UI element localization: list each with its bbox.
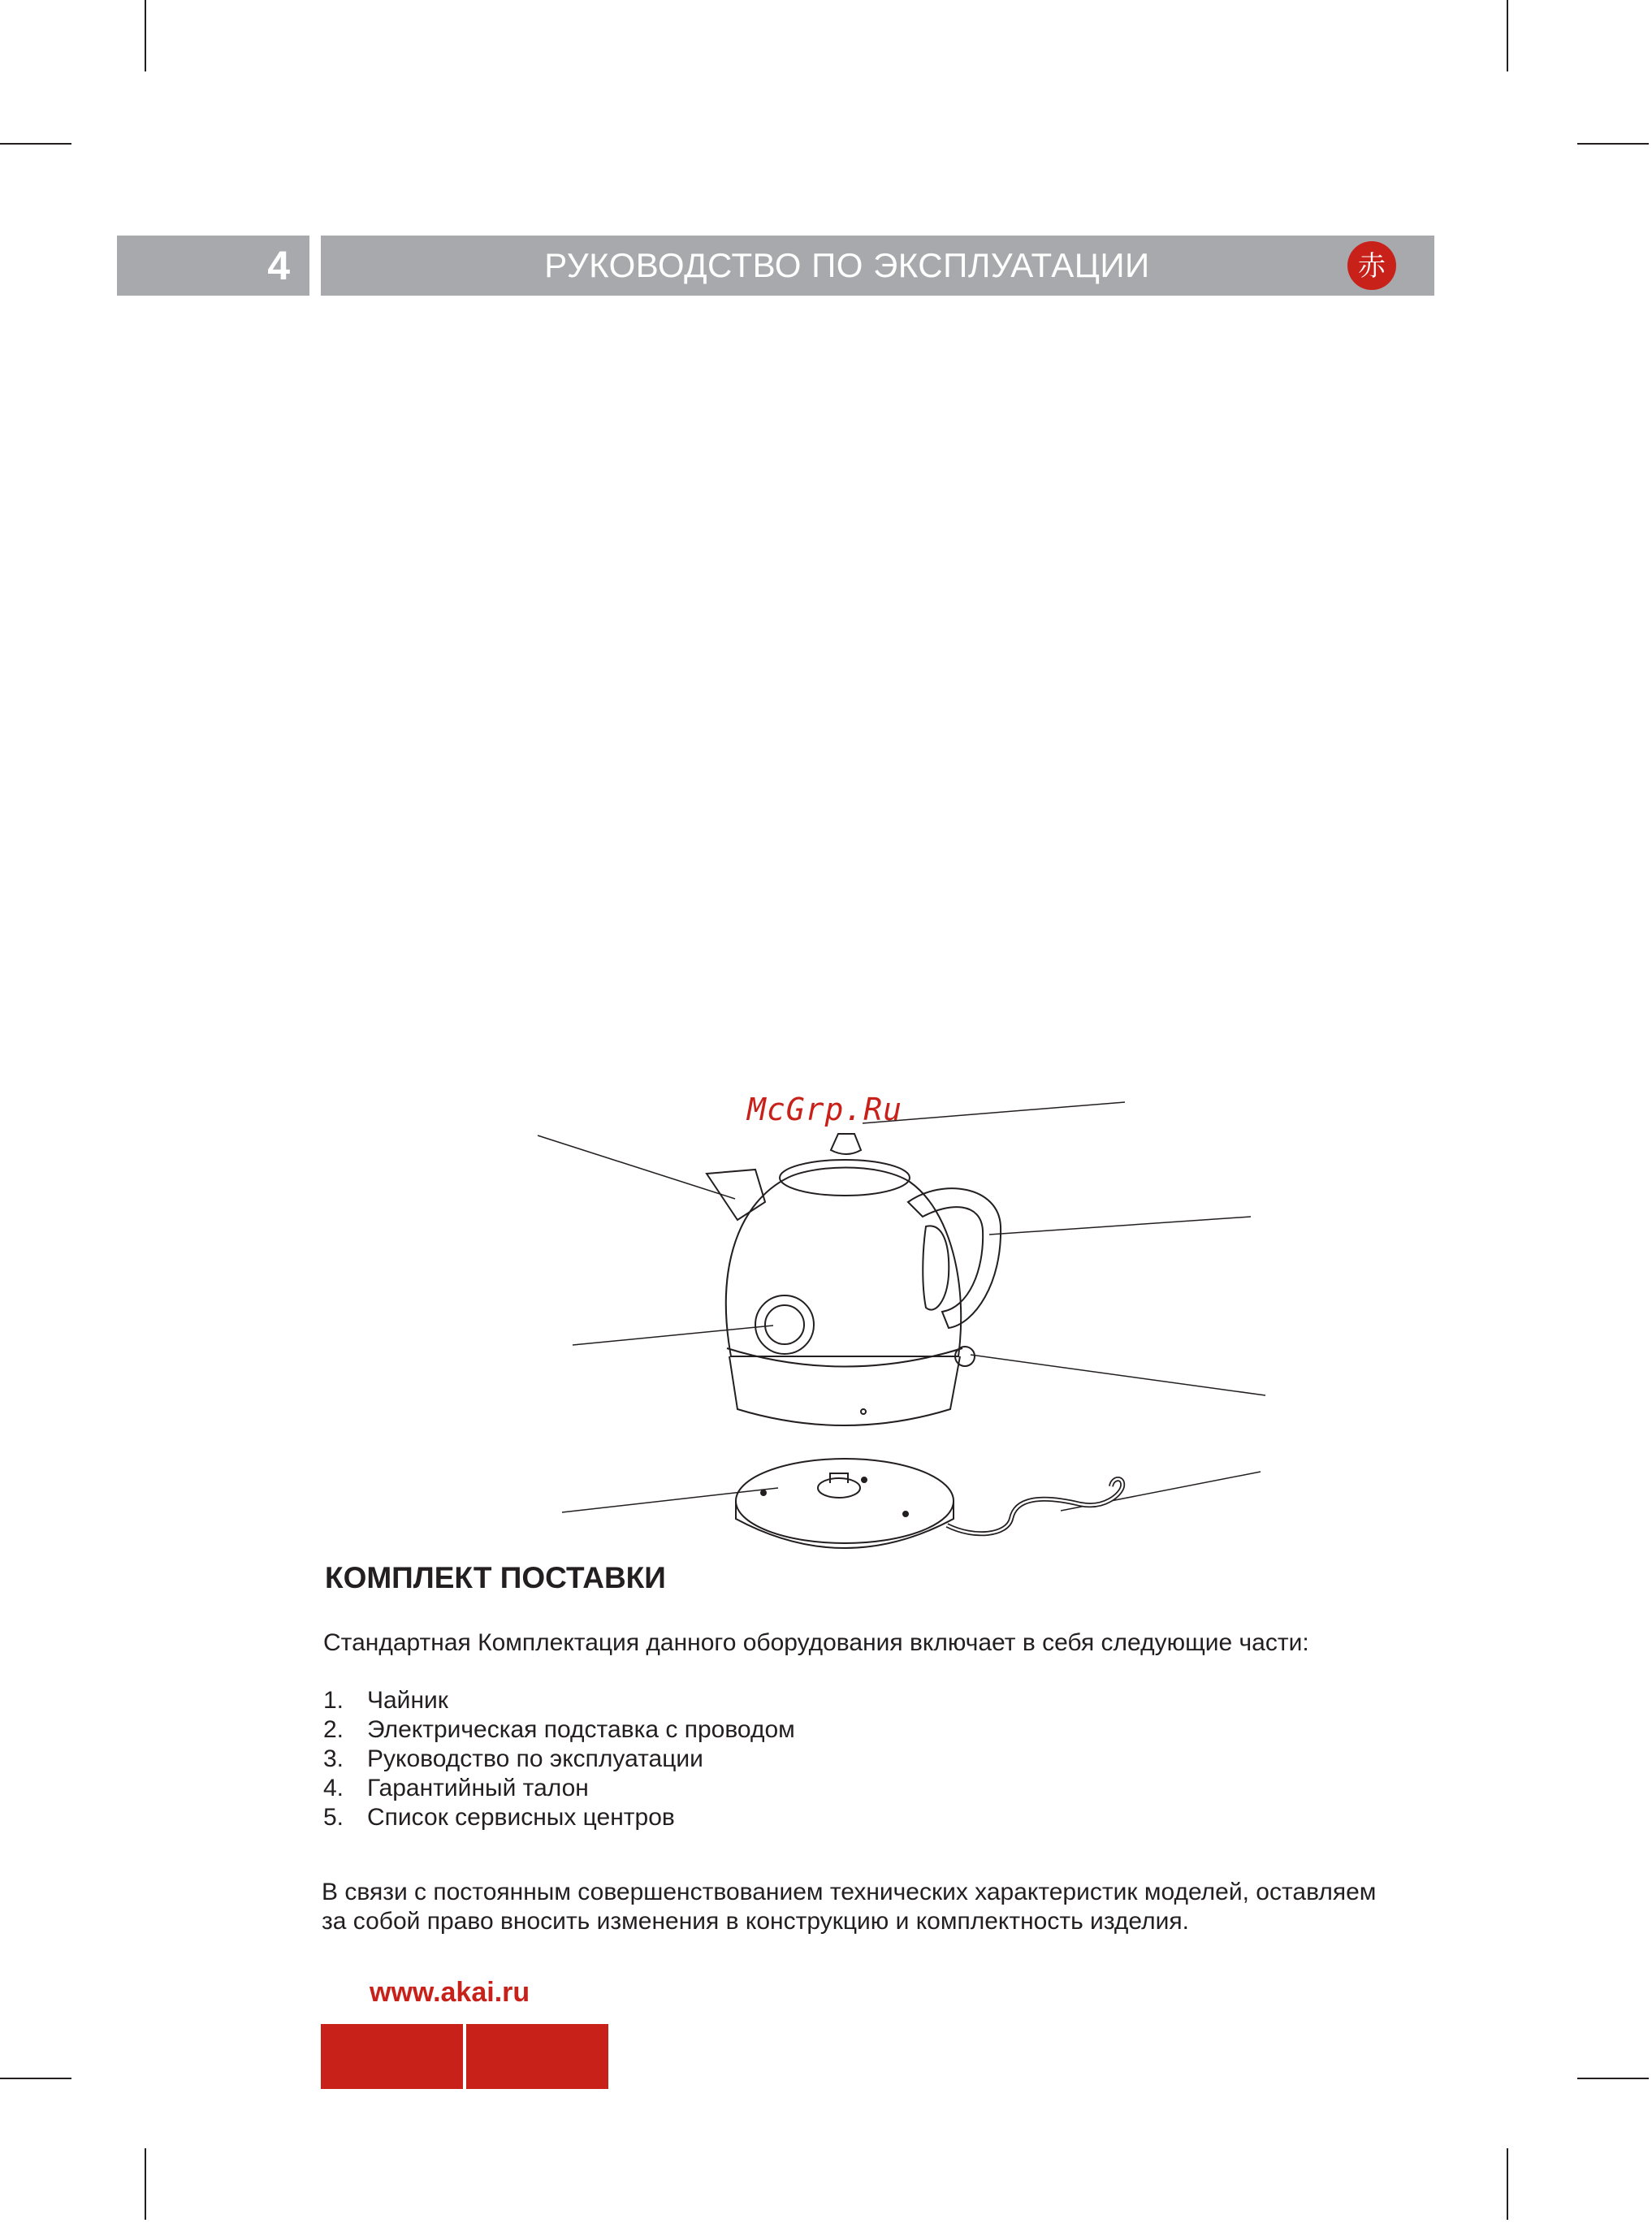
crop-mark	[145, 2148, 146, 2220]
base-dot	[903, 1512, 908, 1516]
water-window	[755, 1295, 814, 1354]
leader-line-window	[573, 1326, 773, 1345]
kettle-spout	[707, 1170, 765, 1220]
power-base-top	[736, 1459, 954, 1543]
parts-list	[323, 1686, 795, 1832]
list-item-number: 4.	[323, 1775, 344, 1801]
brand-seal-icon	[1347, 240, 1397, 291]
crop-mark	[1507, 2148, 1508, 2220]
list-item	[323, 1774, 795, 1803]
watermark: McGrp.Ru	[747, 1092, 903, 1127]
crop-mark	[1577, 2078, 1649, 2079]
crop-mark	[0, 143, 71, 145]
leader-line-spout	[538, 1135, 735, 1199]
list-item	[323, 1745, 795, 1774]
footer-red-block	[321, 2024, 463, 2089]
disclaimer-line: за собой право вносить изменения в конструкцию и комплектность изделия.	[322, 1908, 1189, 1935]
list-item-text: Электрическая подставка с проводом	[367, 1716, 795, 1743]
indicator-dot	[861, 1409, 866, 1414]
water-window-inner	[765, 1305, 804, 1344]
list-item-text: Чайник	[367, 1687, 448, 1714]
disclaimer-line: В связи с постоянным совершенствованием технических характеристик моделей, оставляем	[322, 1879, 1377, 1905]
power-base-connector	[818, 1478, 860, 1498]
base-dot	[761, 1490, 766, 1495]
list-item-text: Список сервисных центров	[367, 1804, 675, 1831]
list-item	[323, 1686, 795, 1715]
page-number-bar	[117, 236, 309, 296]
kettle-bottom-band	[727, 1348, 962, 1367]
leader-line-handle	[989, 1217, 1251, 1235]
list-item-text: Руководство по эксплуатации	[367, 1745, 703, 1772]
page-title: РУКОВОДСТВО ПО ЭКСПЛУАТАЦИИ	[544, 246, 1150, 284]
crop-mark	[1577, 143, 1649, 145]
list-item	[323, 1715, 795, 1745]
list-item	[323, 1803, 795, 1832]
kettle-lid	[780, 1160, 910, 1196]
disclaimer-note	[322, 1878, 1459, 1936]
crop-mark	[145, 0, 146, 71]
leader-line-base	[562, 1488, 778, 1512]
footer-red-block	[466, 2024, 608, 2089]
kettle-diagram	[520, 1080, 1275, 1584]
power-cord	[947, 1479, 1122, 1533]
website-link[interactable]: www.akai.ru	[370, 1977, 530, 2008]
header-bar	[321, 236, 1434, 296]
brand-seal-glyph: 赤	[1358, 250, 1386, 283]
kettle-lid-knob	[831, 1134, 861, 1154]
kettle-handle-grip	[923, 1226, 949, 1309]
section-heading: КОМПЛЕКТ ПОСТАВКИ	[325, 1561, 666, 1594]
power-base-side	[736, 1501, 954, 1548]
base-dot	[862, 1477, 867, 1482]
list-item-number: 1.	[323, 1687, 344, 1714]
list-item-number: 2.	[323, 1716, 344, 1743]
list-item-text: Гарантийный талон	[367, 1775, 589, 1801]
crop-mark	[0, 2078, 71, 2079]
list-item-number: 5.	[323, 1804, 344, 1831]
leader-line-switch	[971, 1355, 1265, 1395]
intro-text: Стандартная Комплектация данного оборудования включает в себя следующие части:	[323, 1629, 1309, 1656]
crop-mark	[1507, 0, 1508, 71]
page-number: 4	[267, 243, 290, 288]
list-item-number: 3.	[323, 1745, 344, 1772]
